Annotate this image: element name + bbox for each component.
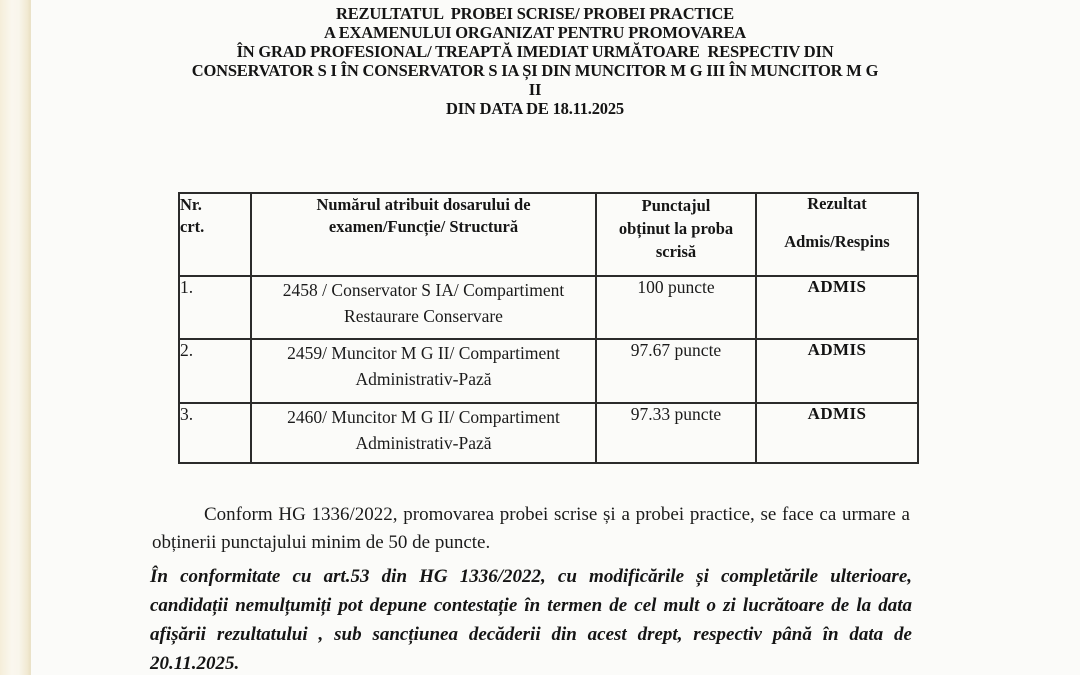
row1-score: 100 puncte (596, 276, 756, 339)
scan-edge-strip (0, 0, 31, 675)
row1-dossier (251, 276, 596, 339)
row3-dossier (251, 403, 596, 463)
row1-number: 1. (179, 276, 251, 339)
row3-score: 97.33 puncte (596, 403, 756, 463)
row3-dossier-line2: Administrativ-Pază (355, 433, 492, 453)
row2-dossier-line2: Administrativ-Pază (355, 369, 492, 389)
table-header-row (179, 193, 918, 276)
paragraph-contestation-notice: În conformitate cu art.53 din HG 1336/2022, cu modificările și completările ulterioare, candidații nemulțumiți pot depune contestație în termen de cel mult o zi lucrătoare de la data afișării rezultatului , sub sancțiunea decăderii din acest drept, respectiv până în data de 20.11.2025. (150, 566, 912, 674)
header-dossier-line1: Numărul atribuit dosarului de (316, 195, 531, 214)
header-score-line2: obținut la proba (618, 219, 734, 238)
header-nr-line1: Nr. (180, 195, 202, 214)
header-dossier (251, 193, 596, 276)
row2-dossier-line1: 2459/ Muncitor M G II/ Compartiment (287, 343, 560, 363)
row2-score: 97.67 puncte (596, 339, 756, 403)
title-line-2: A EXAMENULUI ORGANIZAT PENTRU PROMOVAREA (324, 23, 746, 42)
row1-dossier-line2: Restaurare Conservare (344, 306, 503, 326)
row2-result: ADMIS (756, 339, 918, 403)
header-result-subtitle: Admis/Respins (784, 232, 890, 251)
paragraph-conform-hg: Conform HG 1336/2022, promovarea probei scrise și a probei practice, se face ca urmare a obținerii punctajului minim de 50 de puncte. (152, 504, 910, 553)
header-score-line1: Punctajul (641, 196, 711, 215)
row1-dossier-line1: 2458 / Conservator S IA/ Compartiment (282, 280, 565, 300)
header-dossier-line2: examen/Funcție/ Structură (328, 217, 519, 236)
row2-dossier (251, 339, 596, 403)
header-result-title: Rezultat (807, 194, 867, 213)
title-line-1: REZULTATUL PROBEI SCRISE/ PROBEI PRACTICE (336, 4, 734, 23)
row3-number: 3. (179, 403, 251, 463)
header-nr-crt (179, 193, 251, 276)
row1-result: ADMIS (756, 276, 918, 339)
header-score-line3: scrisă (655, 242, 697, 261)
table-row-3 (179, 403, 918, 463)
header-nr-line2: crt. (180, 217, 205, 236)
header-result (756, 193, 918, 276)
title-line-3: ÎN GRAD PROFESIONAL/ TREAPTĂ IMEDIAT URMĂTOARE RESPECTIV DIN (236, 42, 834, 61)
title-line-4: CONSERVATOR S I ÎN CONSERVATOR S IA ȘI DIN MUNCITOR M G III ÎN MUNCITOR M G (191, 61, 879, 80)
row3-result: ADMIS (756, 403, 918, 463)
row2-number: 2. (179, 339, 251, 403)
row3-dossier-line1: 2460/ Muncitor M G II/ Compartiment (287, 407, 560, 427)
table-row-2 (179, 339, 918, 403)
results-table (178, 192, 919, 464)
title-line-5: II (528, 80, 542, 99)
title-line-6: DIN DATA DE 18.11.2025 (446, 99, 624, 118)
document-title (30, 4, 1040, 118)
table-row-1 (179, 276, 918, 339)
header-score (596, 193, 756, 276)
